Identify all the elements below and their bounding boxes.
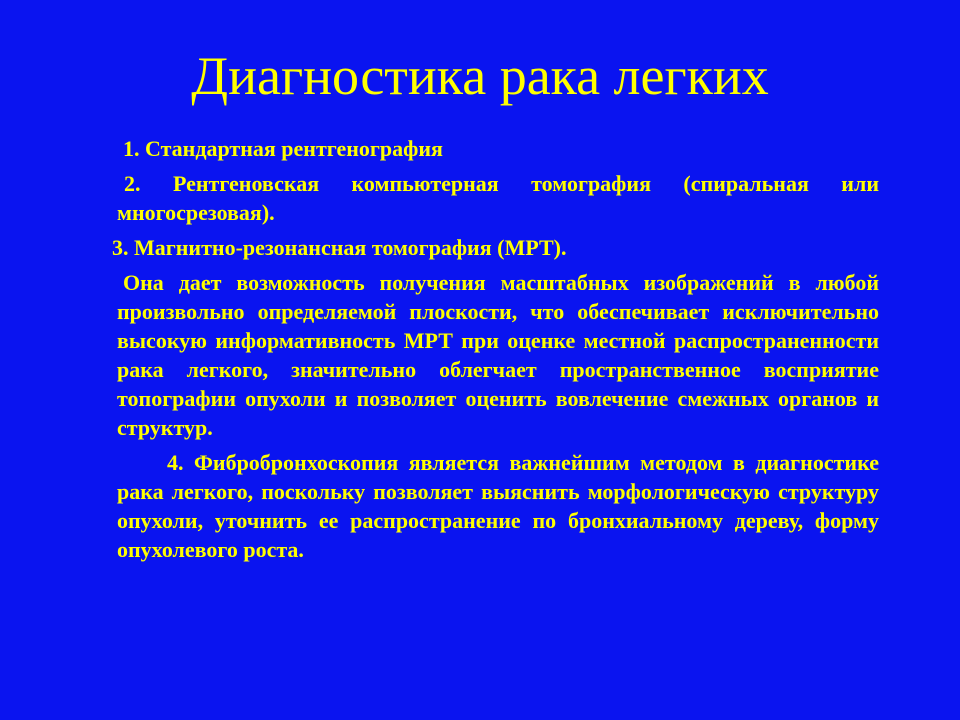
list-item-ct: 2. Рентгеновская компьютерная томография (спиральная или многосрезовая).: [117, 171, 879, 225]
list-item-mri: 3. Магнитно-резонансная томография (МРТ).: [112, 235, 567, 260]
slide-title: Диагностика рака легких: [191, 46, 769, 106]
mri-description: Она дает возможность получения масштабных изображений в любой произвольно определяемой плоскости, что обеспечивает исключительно высокую информативность МРТ при оценке местной распространенности рака легкого, значительно облегчает пространственное восприятие топографии опухоли и позволяет оценить вовлечение смежных органов и структур.: [117, 270, 879, 440]
list-item-bronchoscopy: 4. Фибробронхоскопия является важнейшим методом в диагностике рака легкого, поскольку позволяет выяснить морфологическую структуру опухоли, уточнить ее распространение по бронхиальному дереву, форму опухолевого роста.: [117, 450, 879, 562]
slide-body: [112, 134, 879, 570]
list-item-standard-radiography: 1. Стандартная рентгенография: [123, 136, 443, 161]
